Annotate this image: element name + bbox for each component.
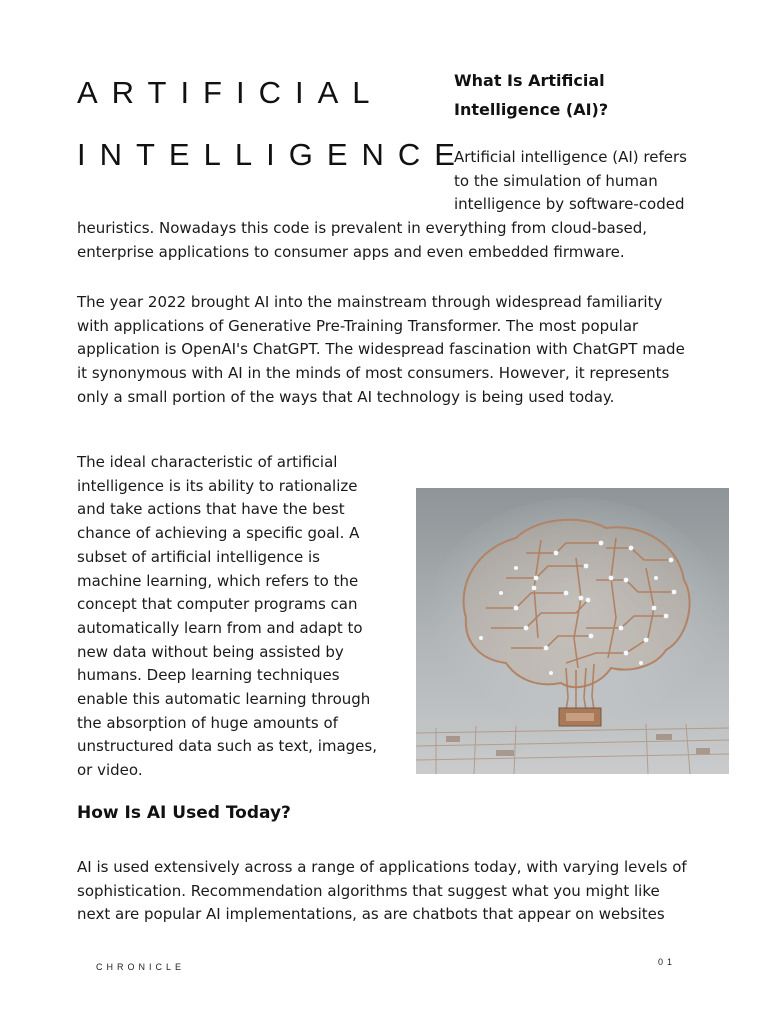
title-line-2: INTELLIGENCE (77, 137, 469, 172)
title-line-1: ARTIFICIAL (77, 75, 384, 110)
intro-paragraph: Artificial intelligence (AI) refers to the simulation of human intelligence by software-coded heuristics. Nowadays this code is prevalent in everything from cloud-based, enterprise applications to consumer apps and even embedded firmware. (77, 148, 687, 261)
circuit-brain-illustration (416, 488, 729, 774)
section-heading-what-is-ai: What Is Artificial Intelligence (AI)? (454, 71, 609, 119)
intro-block (77, 146, 692, 265)
paragraph-2022-mainstream: The year 2022 brought AI into the mainstream through widespread familiarity with applications of Generative Pre-Training Transformer. The most popular application is OpenAI's ChatGPT. The widespread fascination with ChatGPT made it synonymous with AI in the minds of most consumers. However, it represents only a small portion of the ways that AI technology is being used today. (77, 293, 685, 406)
title-float-spacer (77, 146, 454, 196)
paragraph-ai-used-today: AI is used extensively across a range of applications today, with varying levels of sophistication. Recommendation algorithms that suggest what you might like next are popular AI implementations, as are chatbots that appear on websites (77, 858, 687, 924)
footer-brand: CHRONICLE (96, 962, 186, 972)
paragraph-ideal-characteristic: The ideal characteristic of artificial intelligence is its ability to rationalize and take actions that have the best chance of achieving a specific goal. A subset of artificial intelligence is machine learning, which refers to the concept that computer programs can automatically learn from and adapt to new data without being assisted by humans. Deep learning techniques enable this automatic learning through the absorption of huge amounts of unstructured data such as text, images, or video. (77, 453, 377, 780)
section-heading-how-ai-used: How Is AI Used Today? (77, 803, 291, 823)
page-number: 01 (658, 957, 677, 967)
circuit-brain-image (416, 488, 729, 774)
